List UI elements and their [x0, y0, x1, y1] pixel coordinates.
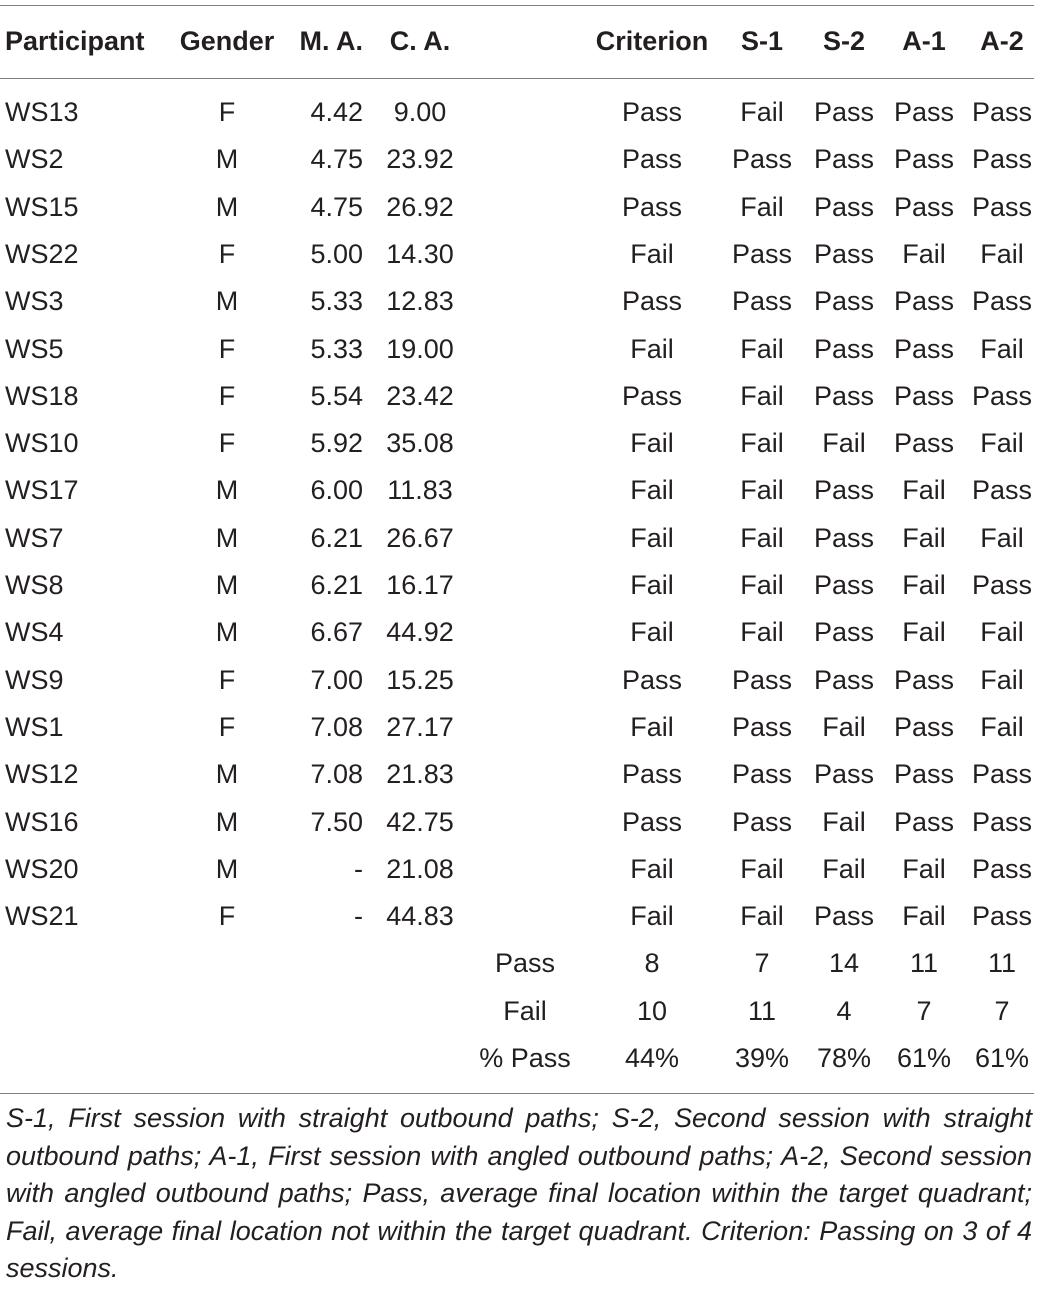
table-cell-s1: Fail [740, 191, 784, 222]
table-cell-s1: Pass [731, 144, 793, 175]
table-cell-participant: WS1 [5, 711, 64, 742]
table-cell-chronological-age: 35.08 [386, 428, 454, 459]
table-cell-participant: WS16 [5, 806, 79, 837]
table-cell-s2: Pass [813, 664, 875, 695]
table-cell-mental-age: 5.33 [310, 333, 363, 364]
table-cell-chronological-age: 9.00 [393, 97, 447, 127]
table-cell-a2: 7 [994, 995, 1010, 1026]
table-cell-a1: Pass [893, 144, 955, 175]
table-cell-a1: 61% [896, 1043, 952, 1073]
table-cell-mental-age: - [354, 901, 363, 932]
table-cell-s2: Pass [813, 191, 875, 222]
column-header-a1: A-1 [902, 26, 946, 56]
table-cell-mental-age: 7.08 [310, 759, 363, 790]
table-cell-a1: Fail [902, 901, 946, 932]
table-cell-s2: Pass [813, 570, 875, 600]
column-header-s1: S-1 [740, 26, 784, 56]
table-cell-chronological-age: 11.83 [387, 475, 453, 506]
table-cell-chronological-age: 42.75 [386, 806, 454, 837]
table-cell-mental-age: 7.00 [310, 664, 363, 695]
table-cell-gender: M [215, 617, 239, 648]
table-cell-a1: 11 [909, 948, 939, 979]
table-cell-a2: Fail [980, 238, 1024, 269]
table-cell-chronological-age: 14.30 [386, 238, 454, 269]
table-cell-participant: WS15 [5, 191, 79, 222]
table-cell-mental-age: 7.08 [310, 711, 363, 742]
table-cell-a1: Fail [902, 238, 946, 269]
table-cell-a2: Pass [971, 853, 1033, 884]
table-cell-gender: F [218, 238, 236, 269]
table-cell-participant: WS8 [5, 570, 64, 600]
table-cell-a1: Fail [902, 617, 946, 648]
table-cell-chronological-age: 12.83 [386, 286, 454, 317]
table-cell-chronological-age: 15.25 [386, 664, 454, 695]
table-cell-a2: Pass [971, 286, 1033, 317]
table-cell-criterion: Fail [630, 617, 674, 648]
table-cell-s1: Fail [740, 380, 784, 411]
table-cell-gender: M [215, 191, 239, 222]
table-cell-a1: Pass [893, 97, 955, 127]
table-cell-a1: Fail [902, 853, 946, 884]
table-cell-chronological-age: 21.83 [386, 759, 454, 790]
table-cell-criterion: Fail [630, 333, 674, 364]
table-cell-s1: 7 [754, 948, 770, 979]
table-cell-mental-age: 4.75 [310, 144, 363, 175]
table-cell-criterion: 44% [624, 1043, 680, 1073]
table-cell-criterion: 8 [644, 948, 660, 979]
table-cell-a1: Pass [893, 806, 955, 837]
table-cell-participant: WS20 [5, 853, 79, 884]
table-cell-s2: 4 [836, 995, 852, 1026]
table-cell-criterion: Fail [630, 853, 674, 884]
table-cell-s1: Fail [740, 570, 784, 600]
table-cell-s2: Pass [813, 901, 875, 932]
table-cell-gender: M [215, 759, 239, 790]
table-cell-criterion: Pass [621, 286, 683, 317]
table-cell-criterion: Pass [621, 664, 683, 695]
table-cell-a2: Pass [971, 144, 1033, 175]
table-cell-criterion: Pass [621, 806, 683, 837]
table-cell-participant: WS10 [5, 428, 79, 459]
table-cell-s1: Fail [740, 333, 784, 364]
table-cell-s1: 11 [747, 995, 777, 1026]
table-cell-mental-age: 5.33 [310, 286, 363, 317]
table-cell-gender: F [218, 711, 236, 742]
table-cell-participant: WS9 [5, 664, 64, 695]
table-cell-criterion: Pass [621, 380, 683, 411]
table-cell-participant: WS22 [5, 238, 79, 269]
table-caption: S-1, First session with straight outbound paths; S-2, Second session with straight outbound paths; A-1, First session with angled outbound paths; A-2, Second session with angled outbound paths; Pass, average final location within the target quadrant; Fail, average final location not within the target quadrant. Criterion: Passing on 3 of 4 sessions. [6, 1103, 1032, 1283]
table-cell-a2: Pass [971, 759, 1033, 790]
table-cell-chronological-age: 44.83 [386, 901, 454, 932]
table-cell-a1: Pass [893, 380, 955, 411]
table-cell-a1: Pass [893, 286, 955, 317]
table-cell-gender: F [218, 97, 236, 127]
table-cell-criterion: Pass [621, 759, 683, 790]
table-cell-a2: Fail [980, 711, 1024, 742]
table-cell-mental-age: 4.75 [310, 191, 363, 222]
top-rule [0, 5, 1034, 6]
table-cell-chronological-age: 44.92 [386, 617, 454, 648]
table-cell-a1: Pass [893, 664, 955, 695]
table-cell-s2: Fail [822, 853, 866, 884]
table-cell-criterion: Fail [630, 522, 674, 553]
table-cell-mental-age: 6.21 [310, 522, 363, 553]
table-cell-criterion: Fail [630, 570, 674, 600]
table-cell-s2: Fail [822, 806, 866, 837]
table-cell-a1: Pass [893, 428, 955, 459]
table-cell-a1: Fail [902, 570, 946, 600]
table-cell-a1: Pass [893, 191, 955, 222]
table-cell-chronological-age: 27.17 [386, 711, 454, 742]
table-cell-s1: Pass [731, 806, 793, 837]
table-cell-s1: Pass [731, 759, 793, 790]
table-cell-mental-age: - [354, 853, 363, 884]
table-cell-mental-age: 4.42 [310, 97, 363, 127]
table-cell-s1: 39% [734, 1043, 790, 1073]
table-cell-s2: Pass [813, 617, 875, 648]
table-cell-participant: WS7 [5, 522, 64, 553]
table-cell-mental-age: 5.00 [310, 238, 363, 269]
table-cell-s2: Pass [813, 475, 875, 506]
table-cell-s2: Pass [813, 380, 875, 411]
table-cell-s1: Pass [731, 664, 793, 695]
table-cell-gender: F [218, 380, 236, 411]
table-cell-criterion: Fail [630, 238, 674, 269]
table-cell-chronological-age: 19.00 [386, 333, 454, 364]
table-cell-participant: WS21 [5, 901, 79, 932]
table-cell-s1: Fail [740, 428, 784, 459]
table-cell-participant: WS5 [5, 333, 64, 364]
table-cell-a2: Fail [980, 617, 1024, 648]
table-cell-participant: WS13 [5, 97, 79, 127]
table-cell-a2: Pass [971, 97, 1033, 127]
column-header-gender: Gender [179, 26, 275, 56]
table-cell-s2: Pass [813, 144, 875, 175]
table-cell-participant: WS3 [5, 286, 64, 317]
column-header-s2: S-2 [822, 26, 866, 56]
table-cell-mental-age: 6.67 [310, 617, 363, 648]
table-cell-a2: Fail [980, 333, 1024, 364]
table-cell-s1: Fail [740, 901, 784, 932]
table-cell-s1: Fail [740, 617, 784, 648]
table-cell-chronological-age: 16.17 [386, 570, 454, 600]
table-cell-gender: F [218, 333, 236, 364]
table-cell-a1: 7 [916, 995, 932, 1026]
table-cell-mental-age: 5.54 [310, 380, 363, 411]
table-cell-gender: F [218, 901, 236, 932]
table-cell-s2: Fail [822, 711, 866, 742]
table-cell-a2: Pass [971, 901, 1033, 932]
table-cell-criterion: Fail [630, 428, 674, 459]
bottom-rule [0, 1093, 1034, 1094]
table-cell-chronological-age: 26.67 [386, 522, 454, 553]
table-cell-s2: Pass [813, 97, 875, 127]
table-cell-participant: WS2 [5, 144, 64, 175]
table-cell-a1: Pass [893, 333, 955, 364]
table-cell-s1: Pass [731, 711, 793, 742]
table-cell-s2: Pass [813, 286, 875, 317]
table-cell-criterion: Fail [630, 475, 674, 506]
table-cell-gender: M [215, 806, 239, 837]
column-header-mental-age: M. A. [299, 26, 363, 56]
table-cell-gender: M [215, 853, 239, 884]
column-header-chronological-age: C. A. [389, 26, 451, 56]
table-cell-a2: 61% [974, 1043, 1030, 1073]
table-cell-gender: M [215, 144, 239, 175]
table-cell-s2: Pass [813, 522, 875, 553]
header-rule [0, 78, 1034, 79]
table-cell-a2: Fail [980, 664, 1024, 695]
table-cell-chronological-age: 23.92 [386, 144, 454, 175]
table-cell-criterion: Pass [621, 144, 683, 175]
table-cell-s2: Pass [813, 759, 875, 790]
table-cell-s1: Fail [740, 853, 784, 884]
table-cell-s2: 78% [816, 1043, 872, 1073]
table-cell-chronological-age: 21.08 [386, 853, 454, 884]
table-cell-mental-age: 7.50 [310, 806, 363, 837]
table-cell-a2: Fail [980, 522, 1024, 553]
table-cell-gender: M [215, 286, 239, 317]
table-cell-summary-label: Fail [503, 995, 547, 1026]
table-cell-a2: 11 [987, 948, 1017, 979]
table-cell-s1: Pass [731, 238, 793, 269]
table-cell-a2: Pass [971, 570, 1033, 600]
table-cell-s2: Fail [822, 428, 866, 459]
table-cell-a1: Pass [893, 759, 955, 790]
table-cell-mental-age: 5.92 [310, 428, 363, 459]
table-cell-mental-age: 6.21 [310, 570, 363, 600]
table-cell-mental-age: 6.00 [310, 475, 363, 506]
table-cell-gender: M [215, 522, 239, 553]
table-cell-a2: Pass [971, 191, 1033, 222]
table-cell-s1: Fail [740, 522, 784, 553]
table-cell-criterion: Fail [630, 901, 674, 932]
table-cell-gender: F [218, 428, 236, 459]
column-header-a2: A-2 [980, 26, 1024, 56]
table-cell-chronological-age: 26.92 [386, 191, 454, 222]
column-header-participant: Participant [5, 26, 145, 56]
table-cell-a2: Pass [971, 380, 1033, 411]
table-cell-criterion: 10 [636, 995, 668, 1026]
table-cell-s1: Pass [731, 286, 793, 317]
table-cell-a2: Pass [971, 806, 1033, 837]
table-cell-a2: Fail [980, 428, 1024, 459]
table-cell-criterion: Pass [621, 97, 683, 127]
table-cell-participant: WS18 [5, 380, 79, 411]
table-cell-participant: WS4 [5, 617, 64, 648]
table-cell-gender: F [218, 664, 236, 695]
table-cell-s2: 14 [828, 948, 860, 979]
table-cell-chronological-age: 23.42 [386, 380, 454, 411]
table-cell-s1: Fail [740, 97, 784, 127]
table-cell-participant: WS12 [5, 759, 79, 790]
table-cell-summary-label: Pass [494, 948, 556, 979]
table-cell-gender: M [215, 570, 239, 600]
table-cell-s1: Fail [740, 475, 784, 506]
table-cell-criterion: Pass [621, 191, 683, 222]
table-cell-s2: Pass [813, 238, 875, 269]
table-cell-a1: Fail [902, 522, 946, 553]
table-cell-summary-label: % Pass [479, 1043, 571, 1073]
table-cell-s2: Pass [813, 333, 875, 364]
table-cell-gender: M [215, 475, 239, 506]
table-cell-participant: WS17 [5, 475, 79, 506]
table-cell-a1: Pass [893, 711, 955, 742]
table-cell-criterion: Fail [630, 711, 674, 742]
table-cell-a1: Fail [902, 475, 946, 506]
table-cell-a2: Pass [971, 475, 1033, 506]
column-header-criterion: Criterion [595, 26, 709, 56]
